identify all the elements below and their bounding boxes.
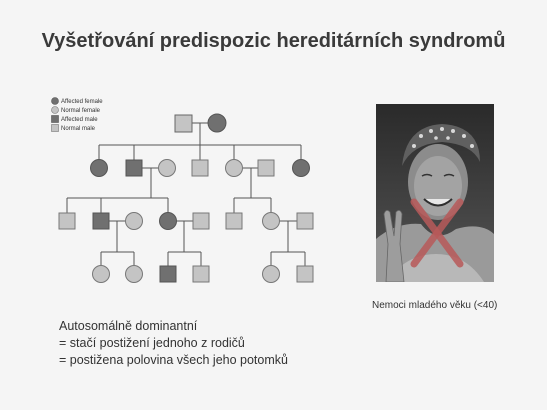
legend-label-normal-male: Normal male xyxy=(61,126,96,132)
gen3-normal-male-spouse-2 xyxy=(297,213,313,229)
legend-normal-male-icon xyxy=(52,125,59,132)
note-line-3: = postižena polovina všech jeho potomků xyxy=(59,353,288,367)
gen2-normal-female-spouse xyxy=(159,160,176,177)
gen3-normal-female xyxy=(263,213,280,230)
gen2-normal-female xyxy=(226,160,243,177)
gen1-affected-female xyxy=(208,114,226,132)
gen3-normal-male xyxy=(59,213,75,229)
gen2-normal-male xyxy=(192,160,208,176)
gen2-normal-male-spouse xyxy=(258,160,274,176)
legend-normal-female-icon xyxy=(52,107,59,114)
gen4-normal-male xyxy=(193,266,209,282)
note-line-2: = stačí postižení jednoho z rodičů xyxy=(59,336,245,350)
gen2-affected-female xyxy=(91,160,108,177)
gen2-affected-male xyxy=(126,160,142,176)
gen1-normal-male xyxy=(175,115,192,132)
gen3-normal-male-spouse xyxy=(193,213,209,229)
note-line-1: Autosomálně dominantní xyxy=(59,319,198,333)
notes-text xyxy=(59,318,288,369)
gen3-affected-male xyxy=(93,213,109,229)
gen2-affected-female-2 xyxy=(293,160,310,177)
elderly-woman-photo-crossed xyxy=(376,104,494,282)
slide-title: Vyšetřování predispozic hereditárních syndromů xyxy=(41,30,506,52)
gen4-normal-female-2 xyxy=(126,266,143,283)
gen3-normal-female-spouse xyxy=(126,213,143,230)
gen4-normal-female-3 xyxy=(263,266,280,283)
legend-affected-male-icon xyxy=(52,116,59,123)
gen4-normal-male-2 xyxy=(297,266,313,282)
gen3-affected-female xyxy=(160,213,177,230)
gen4-affected-male xyxy=(160,266,176,282)
legend-label-normal-female: Normal female xyxy=(61,108,101,114)
gen4-normal-female xyxy=(93,266,110,283)
legend-affected-female-icon xyxy=(52,98,59,105)
legend xyxy=(52,98,104,133)
legend-label-affected-female: Affected female xyxy=(61,99,103,105)
pedigree-lines xyxy=(67,123,305,266)
legend-label-affected-male: Affected male xyxy=(61,117,98,123)
photo-caption: Nemoci mladého věku (<40) xyxy=(372,300,498,311)
gen3-normal-male-2 xyxy=(226,213,242,229)
